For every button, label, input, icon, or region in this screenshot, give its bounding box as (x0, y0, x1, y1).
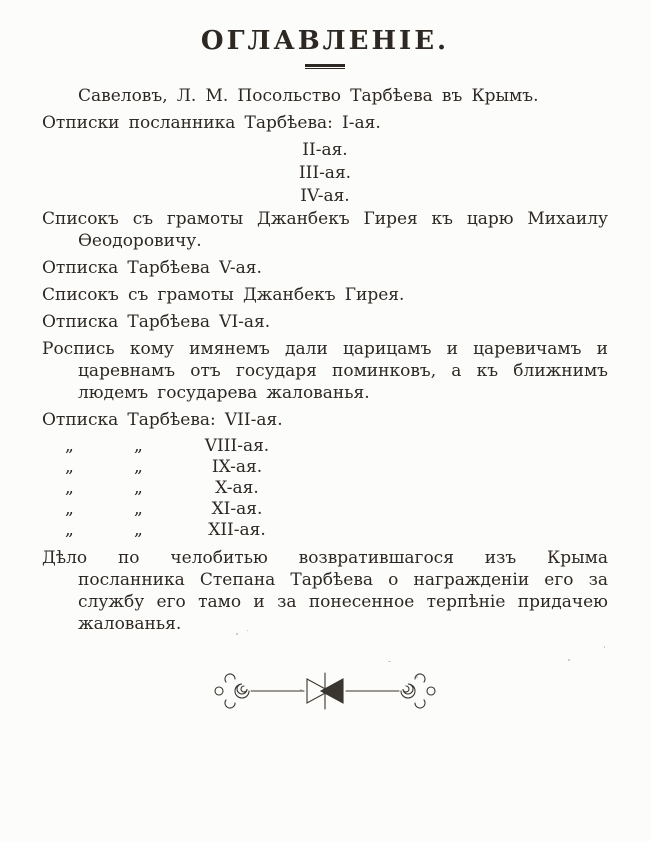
ditto-mark: „ (65, 436, 74, 456)
ditto-mark: „ (134, 436, 143, 456)
toc-entry: Списокъ съ грамоты Джанбекъ Гирея къ царю Михаилу Ѳеодоровичу. (42, 209, 608, 251)
page-title: ОГЛАВЛЕНІЕ. (200, 26, 450, 56)
ditto-mark: „ (134, 457, 143, 477)
scan-speck (300, 689, 302, 691)
scan-speck (568, 659, 570, 661)
ditto-mark: „ (65, 457, 74, 477)
ditto-mark: „ (65, 520, 74, 540)
toc-roman-numeral: VIII-ая. (204, 436, 270, 456)
toc-entry-author: Савеловъ, Л. М. Посольство Тарбѣева въ Крымъ. (78, 86, 539, 106)
ditto-mark: „ (134, 520, 143, 540)
ditto-mark: „ (134, 499, 143, 519)
toc-ditto-row (42, 457, 608, 478)
toc-roman-numeral: IX-ая. (211, 457, 263, 477)
toc-roman-numeral: XII-ая. (208, 520, 266, 540)
toc-roman-line: II-ая. (302, 140, 348, 160)
toc-roman-line: III-ая. (298, 163, 352, 183)
toc-body (42, 85, 608, 635)
scan-speck (388, 661, 391, 662)
ornament-vignette-icon (209, 667, 441, 715)
scan-speck (604, 646, 605, 648)
toc-entry-otpiski: Отписки посланника Тарбѣева: I-ая. (42, 113, 381, 133)
ditto-mark: „ (134, 478, 143, 498)
toc-ditto-row (42, 499, 608, 520)
scan-speck (416, 676, 418, 678)
toc-roman-numeral: X-ая. (215, 478, 259, 498)
toc-ditto-row (42, 436, 608, 457)
toc-roman-numeral: XI-ая. (211, 499, 263, 519)
scan-speck (236, 633, 238, 635)
toc-ditto-row (42, 520, 608, 541)
toc-ditto-row (42, 478, 608, 499)
ornament-row (0, 667, 650, 719)
scan-speck (247, 630, 248, 631)
toc-entry: Отписка Тарбѣева V-ая. (42, 258, 262, 278)
title-divider (305, 64, 345, 69)
toc-roman-line: IV-ая. (300, 186, 350, 206)
toc-entry: Списокъ съ грамоты Джанбекъ Гирея. (42, 285, 405, 305)
toc-entry: Роспись кому имянемъ дали царицамъ и царевичамъ и царевнамъ отъ государя поминковъ, а къ ближнимъ людемъ государева жалованья. (42, 339, 608, 403)
ditto-mark: „ (65, 478, 74, 498)
toc-entry: Отписка Тарбѣева VI-ая. (42, 312, 271, 332)
toc-entry-final: Дѣло по челобитью возвратившагося изъ Крыма посланника Степана Тарбѣева о награжденіи его за службу его тамо и за понесенное терпѣніе придачею жалованья. (42, 548, 608, 634)
ditto-mark: „ (65, 499, 74, 519)
toc-entry: Отписка Тарбѣева: VII-ая. (42, 410, 283, 430)
